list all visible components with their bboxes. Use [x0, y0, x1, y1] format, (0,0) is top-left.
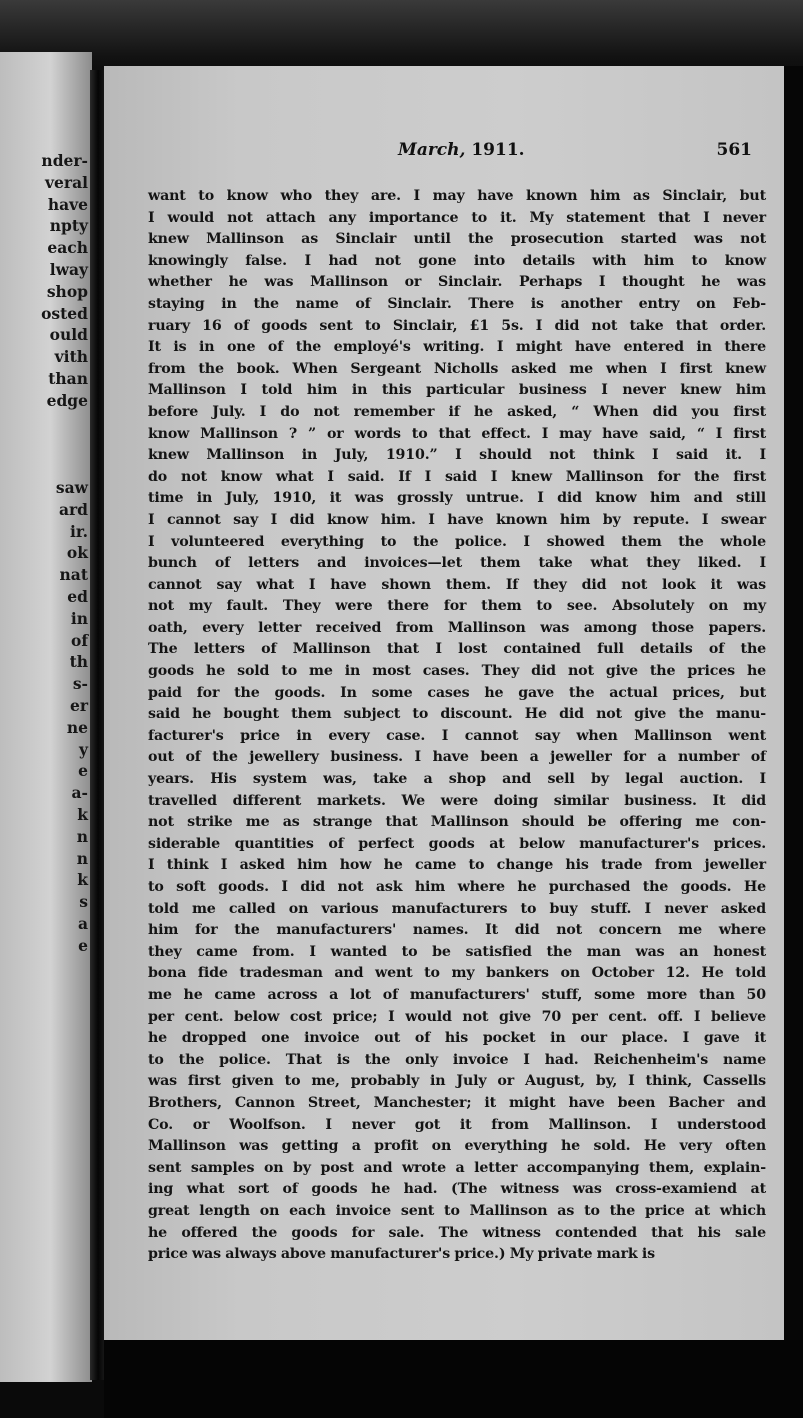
text-line: me he came across a lot of manufacturers' stuff, some more than 50 — [148, 986, 766, 1003]
text-line: Mallinson I told him in this particular business I never knew him — [148, 382, 766, 399]
facing-page-line: er — [69, 696, 88, 715]
facing-page-line: edge — [46, 390, 88, 410]
facing-page-line: s- — [72, 674, 88, 694]
header-month: March, — [398, 140, 466, 160]
text-line: he offered the goods for sale. The witness contended that his sale — [148, 1224, 766, 1241]
text-line: not my fault. They were there for them to see. Absolutely on my — [148, 598, 766, 615]
facing-page-line: k — [77, 805, 88, 824]
facing-page-line: e — [78, 935, 88, 955]
facing-page-line: of — [70, 630, 88, 650]
text-line: knowingly false. I had not gone into details with him to know — [148, 252, 766, 269]
facing-page-line: ir. — [69, 521, 88, 541]
text-line: was first given to me, probably in July or August, by, I think, Cassells — [148, 1073, 766, 1090]
text-line: Co. or Woolfson. I never got it from Mallinson. I understood — [148, 1116, 766, 1133]
text-line: I volunteered everything to the police. I showed them the whole — [148, 533, 766, 550]
facing-page-line: lway — [49, 260, 88, 279]
text-line: The letters of Mallinson that I lost contained full details of the — [148, 641, 766, 658]
facing-page-line: a- — [71, 783, 88, 803]
header-year: 1911. — [471, 140, 525, 160]
facing-page-line: th — [69, 652, 88, 672]
facing-page-line: saw — [55, 478, 88, 497]
text-line: Brothers, Cannon Street, Manchester; it might have been Bacher and — [148, 1094, 766, 1111]
body-text — [148, 186, 766, 1266]
text-line: told me called on various manufacturers to buy stuff. I never asked — [148, 900, 766, 917]
text-line: time in July, 1910, it was grossly untrue. I did know him and still — [148, 490, 766, 507]
facing-page-line: ne — [66, 717, 88, 737]
text-line: do not know what I said. If I said I knew Mallinson for the first — [148, 468, 766, 485]
facing-page-line: y — [78, 739, 88, 759]
text-line: I cannot say I did know him. I have known him by repute. I swear — [148, 511, 766, 528]
text-line: cannot say what I have shown them. If they did not look it was — [148, 576, 766, 593]
text-line: goods he sold to me in most cases. They did not give the prices he — [148, 663, 766, 680]
text-line: ing what sort of goods he had. (The witness was cross-examiend at — [148, 1181, 766, 1198]
text-line: want to know who they are. I may have known him as Sinclair, but — [148, 188, 766, 204]
facing-page-line: s — [79, 892, 88, 912]
text-line: siderable quantities of perfect goods at below manufacturer's prices. — [148, 835, 766, 852]
text-line: out of the jewellery business. I have been a jeweller for a number of — [148, 749, 766, 766]
text-line: paid for the goods. In some cases he gave the actual prices, but — [148, 684, 766, 701]
header-date — [398, 140, 525, 160]
facing-page-line: vith — [54, 347, 88, 367]
facing-page-line: npty — [49, 216, 88, 236]
text-line: know Mallinson ? ” or words to that effect. I may have said, “ I first — [148, 425, 766, 442]
facing-page-line: n — [76, 848, 88, 868]
text-line: I think I asked him how he came to change his trade from jeweller — [148, 857, 766, 874]
facing-page-line: in — [70, 608, 88, 628]
facing-page-line: ould — [49, 325, 88, 345]
text-line: before July. I do not remember if he asked, “ When did you first — [148, 403, 766, 420]
facing-page-fragment — [0, 52, 92, 1382]
text-line: to the police. That is the only invoice I had. Reichenheim's name — [148, 1051, 766, 1068]
facing-page-line: have — [47, 194, 88, 214]
scan-right-border — [784, 66, 803, 1418]
facing-page-line: n — [76, 826, 88, 846]
facing-page-line: ard — [58, 499, 88, 519]
text-line: bona fide tradesman and went to my bankers on October 12. He told — [148, 965, 766, 982]
text-line: Mallinson was getting a profit on everything he sold. He very often — [148, 1138, 766, 1155]
page-number: 561 — [716, 140, 752, 160]
text-line: not strike me as strange that Mallinson should be offering me con- — [148, 814, 766, 831]
facing-page-line: nat — [59, 565, 88, 585]
facing-page-line: ok — [66, 543, 88, 563]
text-line: great length on each invoice sent to Mallinson as to the price at which — [148, 1202, 766, 1219]
text-line: said he bought them subject to discount. He did not give the manu- — [148, 706, 766, 723]
running-header — [146, 140, 754, 166]
facing-page-line: osted — [41, 303, 88, 323]
facing-page-line: nder- — [41, 151, 88, 170]
text-line: price was always above manufacturer's price.) My private mark is — [148, 1246, 655, 1263]
text-line: him for the manufacturers' names. It did not concern me where — [148, 922, 766, 939]
text-line: knew Mallinson as Sinclair until the prosecution started was not — [148, 231, 766, 248]
facing-page-line: k — [77, 870, 88, 890]
text-line: years. His system was, take a shop and sell by legal auction. I — [148, 771, 766, 788]
text-line: It is in one of the employé's writing. I might have entered in there — [148, 339, 766, 356]
facing-page-line: veral — [45, 172, 88, 192]
facing-page-line: shop — [46, 281, 88, 301]
text-line: I would not attach any importance to it. My statement that I never — [148, 209, 766, 226]
text-line: from the book. When Sergeant Nicholls asked me when I first knew — [148, 360, 766, 377]
text-line: knew Mallinson in July, 1910.” I should not think I said it. I — [148, 447, 766, 464]
text-line: bunch of letters and invoices—let them take what they liked. I — [148, 555, 766, 572]
text-line: staying in the name of Sinclair. There is another entry on Feb- — [148, 295, 766, 312]
facing-page-line: a — [77, 914, 88, 933]
facing-page-line: e — [78, 761, 88, 781]
text-line: he dropped one invoice out of his pocket in our place. I gave it — [148, 1030, 766, 1047]
text-line: per cent. below cost price; I would not give 70 per cent. off. I believe — [148, 1008, 766, 1025]
text-line: to soft goods. I did not ask him where he purchased the goods. He — [148, 879, 766, 895]
text-line: oath, every letter received from Mallinson was among those papers. — [148, 619, 766, 636]
text-line: they came from. I wanted to be satisfied the man was an honest — [148, 943, 766, 960]
text-line: facturer's price in every case. I cannot say when Mallinson went — [148, 727, 766, 744]
text-line: sent samples on by post and wrote a letter accompanying them, explain- — [148, 1159, 766, 1176]
scan-bottom-border — [104, 1340, 803, 1418]
text-line: ruary 16 of goods sent to Sinclair, £1 5s. I did not take that order. — [148, 317, 766, 334]
text-line: travelled different markets. We were doing similar business. It did — [148, 792, 766, 809]
facing-page-line: ed — [67, 587, 88, 606]
facing-page-line: than — [48, 369, 88, 388]
facing-page-line: each — [47, 238, 88, 258]
text-line: whether he was Mallinson or Sinclair. Perhaps I thought he was — [148, 274, 766, 291]
